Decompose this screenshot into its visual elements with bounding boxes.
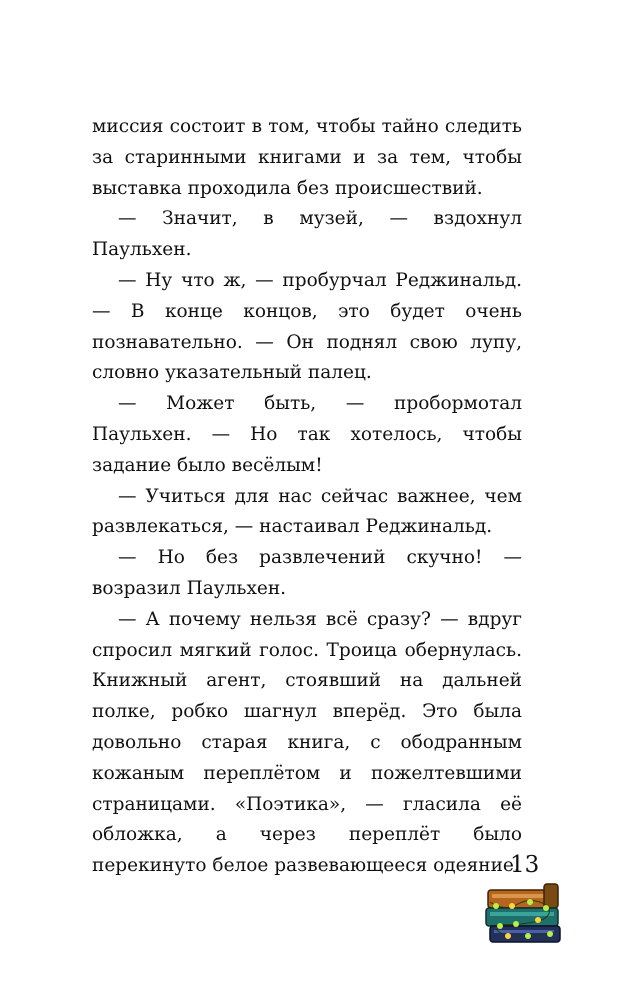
book-stack-icon	[484, 868, 564, 948]
paragraph-3: — Ну что ж, — пробурчал Реджинальд. — В конце концов, это будет очень познавательно. — Он поднял свою лупу, словно указательный палец.	[92, 269, 522, 384]
page-text	[92, 112, 522, 882]
page-number: 13	[510, 852, 540, 878]
paragraph-1: миссия состоит в том, чтобы тайно следить за старинными книгами и за тем, чтобы выставка проходила без происшествий.	[92, 116, 522, 199]
paragraph-6: — Но без развлечений скучно! — возразил Паульхен.	[92, 547, 522, 599]
paragraph-5: — Учиться для нас сейчас важнее, чем развлекаться, — настаивал Реджинальд.	[92, 485, 522, 538]
paragraph-2: — Значит, в музей, — вздохнул Паульхен.	[92, 208, 522, 261]
paragraph-4: — Может быть, — пробормотал Паульхен. — Но так хотелось, чтобы задание было весёлым!	[92, 393, 522, 476]
paragraph-7: — А почему нельзя всё сразу? — вдруг спросил мягкий голос. Троица обернулась. Книжный агент, стоявший на дальней полке, робко шагнул вперёд. Это была довольно старая книга, с ободранным кожаным переплётом и пожелтевшими страницами. «Поэтика», — гласила её обложка, а через переплёт было перекинуто белое развевающееся одеяние.	[92, 608, 522, 877]
